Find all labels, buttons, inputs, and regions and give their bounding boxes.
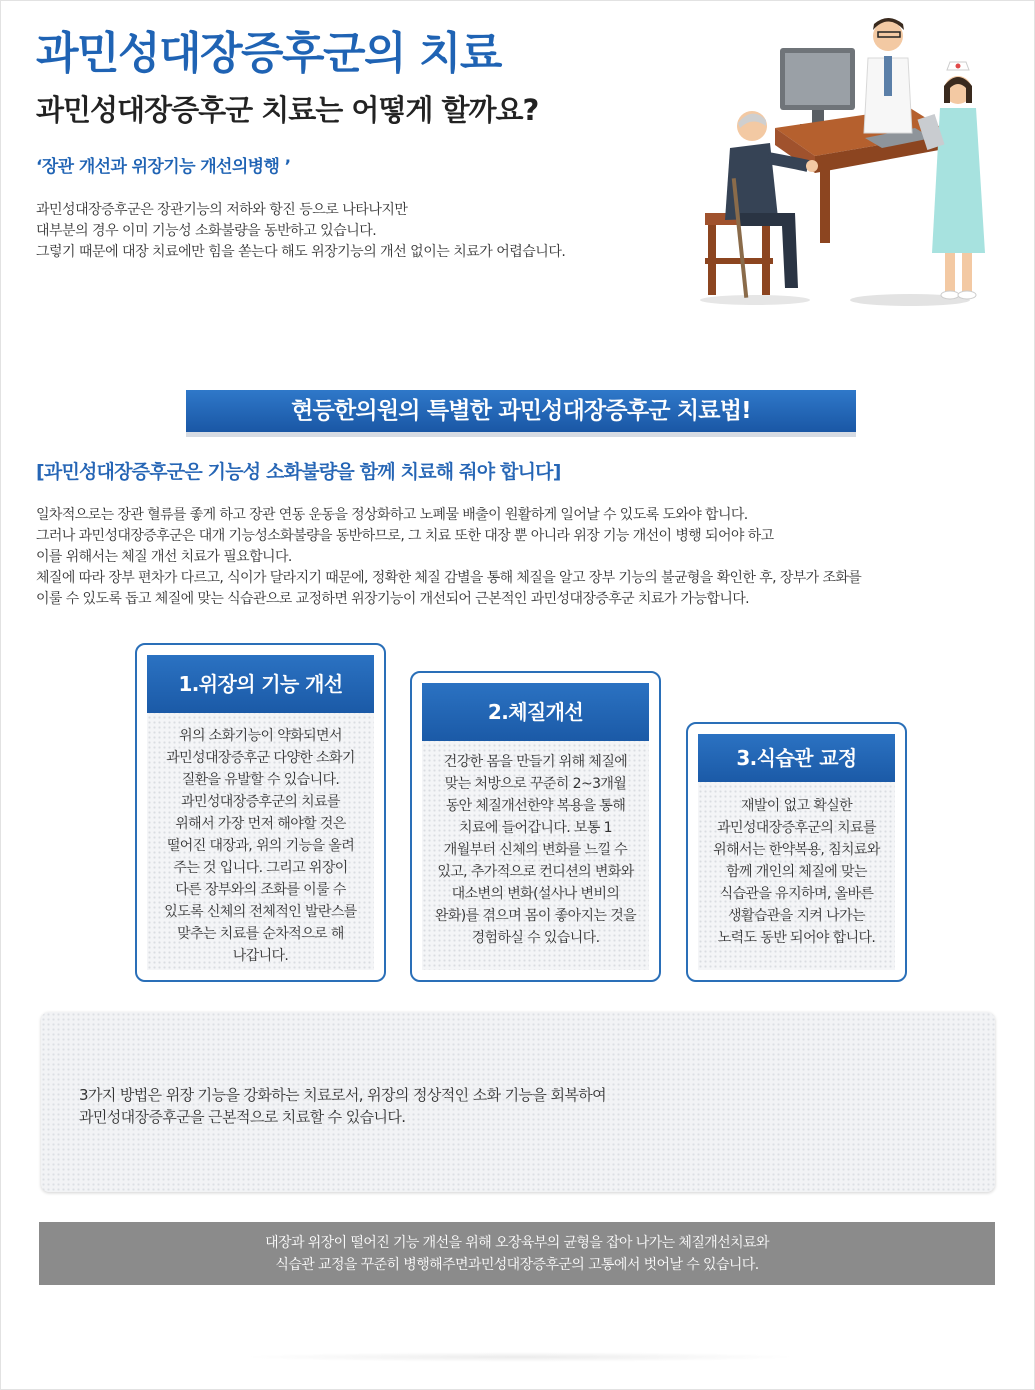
card-line: 치료에 들어갑니다. 보통 1 [459,820,612,836]
card-title: 2.체질개선 [422,683,649,741]
closing-line: 식습관 교정을 꾸준히 병행해주면과민성대장증후군의 고통에서 벗어날 수 있습니다. [275,1257,759,1273]
section-body [36,505,861,610]
treatment-banner: 현등한의원의 특별한 과민성대장증후군 치료법! [186,390,856,432]
card-line: 나갑니다. [232,948,289,964]
body-line: 이룰 수 있도록 돕고 체질에 맞는 식습관으로 교정하면 위장기능이 개선되어 근본적인 과민성대장증후군 치료가 가능합니다. [36,591,750,607]
card-line: 함께 개인의 체질에 맞는 [726,864,867,880]
doctor-nurse-patient-illustration [700,8,1000,308]
card-panel [147,655,374,970]
card-description [426,751,645,949]
card-line: 과민성대장증후군의 치료를 [717,820,876,836]
card-line: 식습관을 유지하며, 올바른 [719,886,874,902]
card-line: 주는 것 입니다. 그리고 위장이 [173,860,348,876]
intro-line: 대부분의 경우 이미 기능성 소화불량을 동반하고 있습니다. [36,223,377,239]
intro-line: 과민성대장증후군은 장관기능의 저하와 항진 등으로 나타나지만 [36,202,408,218]
card-line: 완화)를 겪으며 몸이 좋아지는 것을 [434,908,637,924]
card-line: 질환을 유발할 수 있습니다. [181,772,340,788]
intro-line: 그렇기 때문에 대장 치료에만 힘을 쏟는다 해도 위장기능의 개선 없이는 치료가 어렵습니다. [36,244,566,260]
card-description [702,795,891,949]
bottom-shadow-divider [240,1352,800,1362]
card-description [151,725,370,967]
card-panel [698,734,895,970]
card-line: 건강한 몸을 만들기 위해 체질에 [443,754,628,770]
body-line: 일차적으로는 장관 혈류를 좋게 하고 장관 연동 운동을 정상화하고 노폐물 배출이 원활하게 일어날 수 있도록 도와야 합니다. [36,507,748,523]
summary-line: 3가지 방법은 위장 기능을 강화하는 치료로서, 위장의 정상적인 소화 기능을 회복하여 [79,1086,607,1104]
card-line: 과민성대장증후군 다양한 소화기 [166,750,355,766]
card-line: 개월부터 신체의 변화를 느낄 수 [443,842,628,858]
card-line: 동안 체질개선한약 복용을 통해 [445,798,626,814]
closing-statement [39,1222,995,1285]
card-line: 생활습관을 지켜 나가는 [728,908,865,924]
body-line: 그러나 과민성대장증후군은 대개 기능성소화불량을 동반하므로, 그 치료 또한 대장 뿐 아니라 위장 기능 개선이 병행 되어야 하고 [36,528,774,544]
tagline-quote: ‘장관 개선과 위장기능 개선의병행 ’ [36,157,291,177]
card-title: 1.위장의 기능 개선 [147,655,374,713]
body-line: 체질에 따라 장부 편차가 다르고, 식이가 달라지기 때문에, 정확한 체질 감별을 통해 체질을 알고 장부 기능의 불균형을 확인한 후, 장부가 조화를 [36,570,862,586]
treatment-card-constitution [410,671,661,982]
closing-line: 대장과 위장이 떨어진 기능 개선을 위해 오장육부의 균형을 잡아 나가는 체질개선치료와 [265,1235,769,1251]
card-line: 위의 소화기능이 약화되면서 [179,728,342,744]
summary-text [79,1084,606,1128]
card-line: 있도록 신체의 전체적인 발란스를 [164,904,357,920]
card-line: 위해서 가장 먼저 해야할 것은 [175,816,346,832]
card-line: 맞는 처방으로 꾸준히 2~3개월 [444,776,627,792]
card-line: 있고, 추가적으로 컨디션의 변화와 [437,864,634,880]
intro-paragraph [36,200,565,263]
treatment-card-diet [686,722,907,982]
card-panel [422,683,649,970]
card-line: 맞추는 치료를 순차적으로 해 [177,926,344,942]
summary-line: 과민성대장증후군을 근본적으로 치료할 수 있습니다. [79,1108,406,1126]
card-line: 떨어진 대장과, 위의 기능을 올려 [166,838,355,854]
page-subtitle: 과민성대장증후군 치료는 어떻게 할까요? [36,93,539,127]
card-title: 3.식습관 교정 [698,734,895,782]
card-line: 다른 장부와의 조화를 이룰 수 [175,882,346,898]
card-line: 경험하실 수 있습니다. [471,930,600,946]
card-line: 대소변의 변화(설사나 변비의 [451,886,620,902]
section-heading: [과민성대장증후군은 기능성 소화불량을 함께 치료해 줘야 합니다] [36,461,561,483]
card-line: 노력도 동반 되어야 합니다. [717,930,876,946]
page-title: 과민성대장증후군의 치료 [36,28,501,79]
treatment-card-stomach [135,643,386,982]
summary-box [41,1012,995,1192]
body-line: 이를 위해서는 체질 개선 치료가 필요합니다. [36,549,292,565]
card-line: 위해서는 한약복용, 침치료와 [713,842,880,858]
card-line: 과민성대장증후군의 치료를 [181,794,340,810]
card-line: 재발이 없고 확실한 [740,798,853,814]
